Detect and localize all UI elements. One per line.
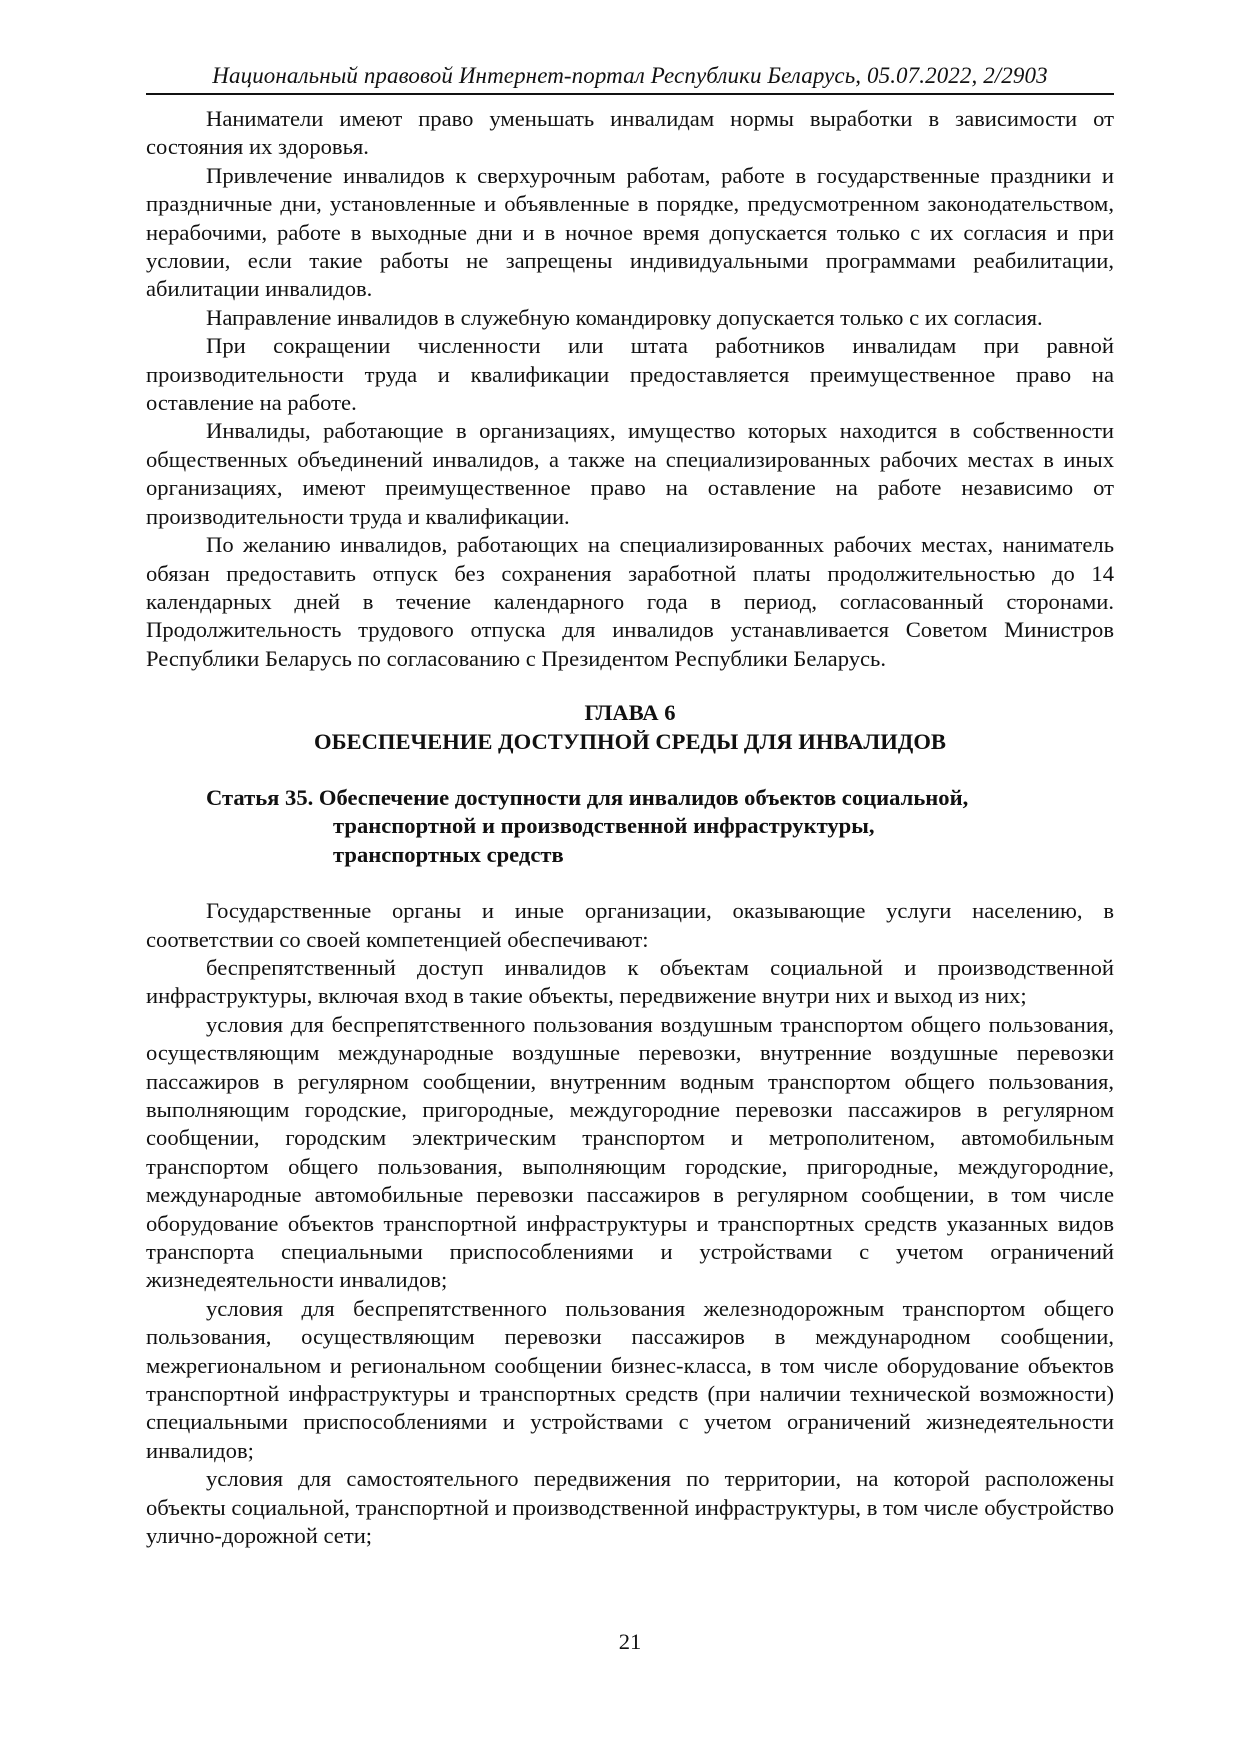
- document-body: [146, 105, 1114, 1551]
- paragraph: При сокращении численности или штата работников инвалидам при равной производительности труда и квалификации предоставляется преимущественное право на оставление на работе.: [146, 333, 1114, 416]
- paragraph: условия для беспрепятственного пользования железнодорожным транспортом общего пользования, осуществляющим перевозки пассажиров в международном сообщении, межрегиональном и региональном сообщении бизнес-класса, в том числе оборудование объектов транспортной инфраструктуры и транспортных средств (при наличии технической возможности) специальными приспособлениями и устройствами с учетом ограничений жизнедеятельности инвалидов;: [146, 1295, 1114, 1463]
- article-title-line-2: транспортной и производственной инфраструктуры,: [333, 813, 875, 839]
- article-body: [146, 897, 1114, 1550]
- paragraph: По желанию инвалидов, работающих на специализированных рабочих местах, наниматель обязан предоставить отпуск без сохранения заработной платы продолжительностью до 14 календарных дней в течение календарного года в период, согласованный сторонами. Продолжительность трудового отпуска для инвалидов устанавливается Советом Министров Республики Беларусь по согласованию с Президентом Республики Беларусь.: [146, 532, 1114, 671]
- paragraph: Привлечение инвалидов к сверхурочным работам, работе в государственные праздники и праздничные дни, установленные и объявленные в порядке, предусмотренном законодательством, нерабочими, работе в выходные дни и в ночное время допускается только с их согласия и при условии, если такие работы не запрещены индивидуальными программами реабилитации, абилитации инвалидов.: [146, 162, 1114, 302]
- page-number: 21: [618, 1629, 642, 1654]
- article-title-line-1: Статья 35. Обеспечение доступности для инвалидов объектов социальной,: [206, 784, 969, 810]
- paragraph: Инвалиды, работающие в организациях, имущество которых находится в собственности общественных объединений инвалидов, а также на специализированных рабочих местах в иных организациях, имеют преимущественное право на оставление на работе независимо от производительности труда и квалификации.: [146, 418, 1114, 529]
- article-title-line-3: транспортных средств: [333, 841, 564, 867]
- paragraph: Государственные органы и иные организации, оказывающие услуги населению, в соответствии со своей компетенцией обеспечивают:: [146, 898, 1114, 952]
- paragraph: Наниматели имеют право уменьшать инвалидам нормы выработки в зависимости от состояния их здоровья.: [146, 106, 1114, 160]
- chapter-heading: [146, 699, 1114, 756]
- chapter-number: ГЛАВА 6: [584, 700, 676, 726]
- paragraph: беспрепятственный доступ инвалидов к объектам социальной и производственной инфраструктуры, включая вход в такие объекты, передвижение внутри них и выход из них;: [146, 954, 1114, 1009]
- article-heading: [206, 784, 1114, 869]
- paragraph: условия для беспрепятственного пользования воздушным транспортом общего пользования, осуществляющим международные воздушные перевозки, внутренние воздушные перевозки пассажиров в регулярном сообщении, внутренним водным транспортом общего пользования, выполняющим городские, пригородные, междугородние перевозки пассажиров в регулярном сообщении, городским электрическим транспортом и метрополитеном, автомобильным транспортом общего пользования, выполняющим городские, пригородные, междугородние, международные автомобильные перевозки пассажиров в регулярном сообщении, в том числе оборудование объектов транспортной инфраструктуры и транспортных средств указанных видов транспорта специальными приспособлениями и устройствами с учетом ограничений жизнедеятельности инвалидов;: [146, 1011, 1114, 1293]
- chapter-title: ОБЕСПЕЧЕНИЕ ДОСТУПНОЙ СРЕДЫ ДЛЯ ИНВАЛИДОВ: [314, 728, 946, 754]
- paragraph: Направление инвалидов в служебную командировку допускается только с их согласия.: [206, 304, 1043, 330]
- document-header: Национальный правовой Интернет-портал Республики Беларусь, 05.07.2022, 2/2903: [146, 60, 1114, 95]
- paragraph: условия для самостоятельного передвижения по территории, на которой расположены объекты социальной, транспортной и производственной инфраструктуры, в том числе обустройство улично-дорожной сети;: [146, 1466, 1114, 1549]
